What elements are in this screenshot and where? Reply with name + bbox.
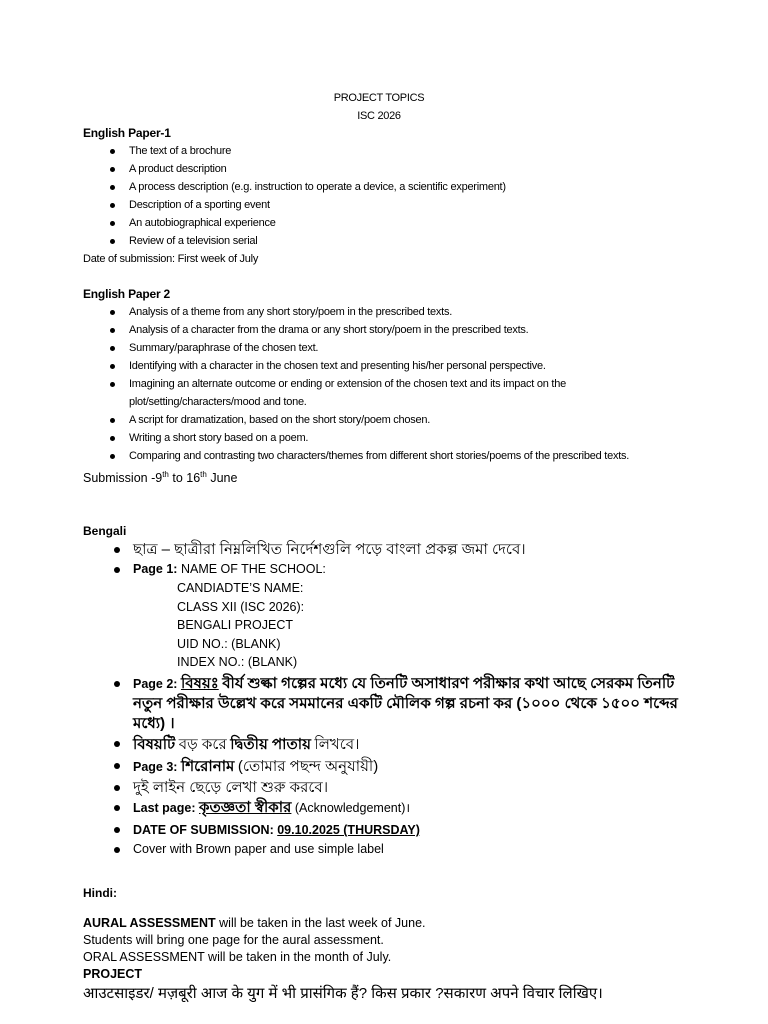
leave-two-lines-text: দুই লাইন ছেড়ে লেখা শুরু করবে। <box>133 779 329 796</box>
leave-two-lines-item <box>83 778 683 798</box>
list-item: A process description (e.g. instruction to operate a device, a scientific experiment) <box>83 178 653 196</box>
list-item: Summary/paraphrase of the chosen text. <box>83 339 653 357</box>
page-1-item <box>83 560 683 672</box>
english-paper-2-topic-list <box>83 303 653 465</box>
submission-date-value: 09.10.2025 (THURSDAY) <box>277 823 420 837</box>
submission-text: to 16 <box>172 471 201 485</box>
aural-assessment-text: will be taken in the last week of June. <box>219 916 426 930</box>
last-page-note: (Acknowledgement)। <box>294 801 411 815</box>
bengali-instruction-text: ছাত্র – ছাত্রীরা নিম্নলিখিত নির্দেশগুলি পড়ে বাংলা প্রকল্প জমা দেবে। <box>133 541 526 558</box>
list-item: Description of a sporting event <box>83 196 653 214</box>
english-paper-1-submission-date: Date of submission: First week of July <box>83 253 259 265</box>
english-paper-1-topic-list <box>83 142 653 250</box>
cover-instruction-text: Cover with Brown paper and use simple label <box>133 842 384 856</box>
page-1-line: INDEX NO.: (BLANK) <box>177 655 298 669</box>
document-header <box>0 89 758 125</box>
submission-text: Submission -9 <box>83 471 163 485</box>
last-page-item <box>83 798 683 818</box>
page-1-line: BENGALI PROJECT <box>177 618 293 632</box>
list-item: The text of a brochure <box>83 142 653 160</box>
document-title: PROJECT TOPICS <box>333 92 425 104</box>
page-1-line: CANDIADTE’S NAME: <box>177 581 304 595</box>
bengali-instruction-list <box>83 540 683 858</box>
aural-assessment-line <box>83 915 743 932</box>
english-paper-2-submission-date <box>83 469 653 487</box>
page-1-line: UID NO.: (BLANK) <box>177 636 281 651</box>
hindi-project-text: आउटसाइडर/ मज़बूरी आज के युग में भी प्रासंगिक हैं? किस प्रकार ?सकारण अपने विचार लिखिए। <box>83 985 603 1002</box>
aural-assessment-label: AURAL ASSESSMENT <box>83 916 216 930</box>
last-page-label: Last page: <box>133 801 196 815</box>
page-3-note: (তোমার পছন্দ অনুযায়ী) <box>237 758 379 775</box>
submission-date-item <box>83 820 683 840</box>
page-2-item <box>83 674 683 734</box>
page-2-label: Page 2: <box>133 677 178 691</box>
page-3-title: শিরোনাম <box>180 758 235 775</box>
list-item: Analysis of a character from the drama or any short story/poem in the prescribed texts. <box>83 321 653 339</box>
oral-assessment-line: ORAL ASSESSMENT will be taken in the month of July. <box>83 950 392 964</box>
topic-instruction-text: বিষয়টি <box>133 736 176 753</box>
document-subtitle: ISC 2026 <box>357 110 401 122</box>
ordinal-suffix: th <box>162 470 169 479</box>
hindi-section <box>83 884 743 1005</box>
cover-instruction-item <box>83 840 683 858</box>
bengali-instruction-item <box>83 540 683 560</box>
bengali-heading: Bengali <box>83 524 127 538</box>
english-paper-1-section <box>83 124 653 268</box>
english-paper-2-section <box>83 285 653 487</box>
topic-instruction-text: দ্বিতীয় পাতায় <box>230 736 311 753</box>
list-item: Comparing and contrasting two characters/themes from different short stories/poems of the prescribed texts. <box>83 447 653 465</box>
page-1-first-line: NAME OF THE SCHOOL: <box>180 562 326 576</box>
english-paper-2-heading: English Paper 2 <box>83 287 171 301</box>
page-2-topic-text: বীর্য শুল্কা গল্পের মধ্যে যে তিনটি অসাধারণ পরীক্ষার কথা আছে সেরকম তিনটি নতুন পরীক্ষার উল্লেখ করে সমমানের একটি মৌলিক গল্প রচনা কর (১০০০ থেকে ১৫০০ শব্দের মধ্যে) । <box>133 675 678 732</box>
bengali-section <box>83 522 683 858</box>
aural-page-note: Students will bring one page for the aural assessment. <box>83 933 384 947</box>
list-item: Analysis of a theme from any short story/poem in the prescribed texts. <box>83 303 653 321</box>
submission-date-label: DATE OF SUBMISSION: <box>133 823 274 837</box>
list-item: An autobiographical experience <box>83 214 653 232</box>
list-item: Imagining an alternate outcome or ending or extension of the chosen text and its impact on the plot/setting/characters/mood and tone. <box>83 375 653 411</box>
ordinal-suffix: th <box>200 470 207 479</box>
page-2-topic-label: বিষয়ঃ <box>180 675 219 692</box>
topic-instruction-text: বড় করে <box>178 736 227 753</box>
list-item: Writing a short story based on a poem. <box>83 429 653 447</box>
page-1-line: CLASS XII (ISC 2026): <box>177 599 305 614</box>
topic-instruction-item <box>83 734 683 756</box>
hindi-project-label: PROJECT <box>83 967 143 981</box>
page-3-item <box>83 756 683 778</box>
list-item: Review of a television serial <box>83 232 653 250</box>
list-item: A script for dramatization, based on the short story/poem chosen. <box>83 411 653 429</box>
page-3-label: Page 3: <box>133 760 178 774</box>
page-1-details <box>177 579 683 672</box>
list-item: Identifying with a character in the chosen text and presenting his/her personal perspective. <box>83 357 653 375</box>
last-page-title: কৃতজ্ঞতা স্বীকার <box>199 799 292 816</box>
topic-instruction-text: লিখবে। <box>314 736 360 753</box>
list-item: A product description <box>83 160 653 178</box>
english-paper-1-heading: English Paper-1 <box>83 126 171 140</box>
hindi-heading: Hindi: <box>83 886 117 900</box>
submission-text: June <box>210 471 238 485</box>
page-1-label: Page 1: <box>133 562 178 576</box>
